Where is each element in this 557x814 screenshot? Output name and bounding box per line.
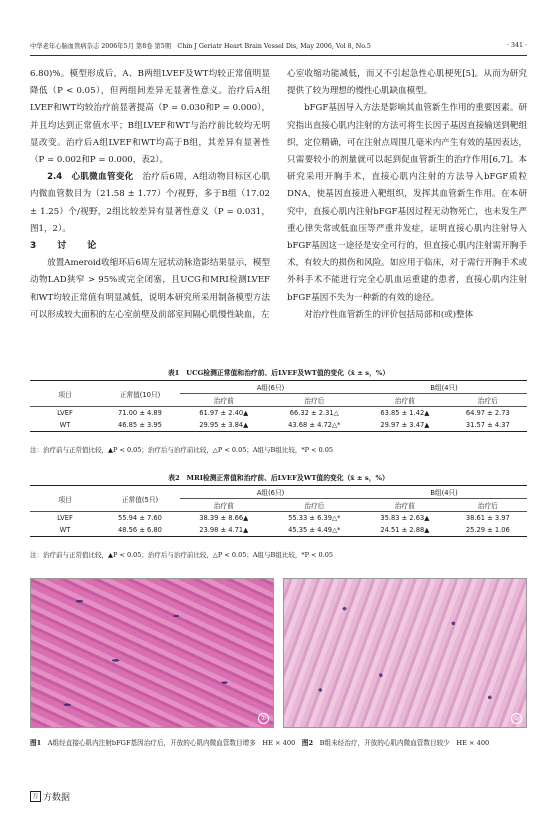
table2-header-a-pre: 治疗前 [213,502,234,510]
wanfang-logo [30,790,70,803]
table1-header-a-post: 治疗后 [304,397,325,405]
running-header [30,38,527,56]
section-2-4-heading: 2.4 心肌微血管变化 [47,172,134,183]
table1-cell: 43.68 ± 4.72△* [268,419,362,432]
fig1-caption: A组经直接心肌内注射bFGF基因治疗后，开放的心肌内微血管数目增多 HE × 400 [47,739,296,747]
table1-note: 注：治疗前与正常值比较，▲P < 0.05；治疗后与治疗前比较，△P < 0.05；A组与B组比较，*P < 0.05 [30,446,333,454]
left-column [30,66,270,324]
table2-header-b-pre: 治疗前 [394,502,415,510]
table-row [30,407,527,420]
table2-cell: 55.33 ± 6.39△* [268,512,362,525]
table1-header-group-b: B组(4只) [361,381,527,394]
page-number: · 341 · [506,41,527,49]
figure-1-mark: ① [258,713,269,724]
table2-header-group-b: B组(4只) [361,486,527,499]
table1-header-b-pre: 治疗前 [394,397,415,405]
table2-cell: 45.35 ± 4.49△* [268,524,362,537]
table2-cell: 38.39 ± 8.66▲ [180,512,268,525]
table2-cell: 24.51 ± 2.88▲ [361,524,449,537]
table-row [30,524,527,537]
journal-info: 中华老年心脑血管病杂志 2006年5月 第8卷 第5期 Chin J Geriatr Heart Brain Vessel Dis, May 2006, Vol 8, No.5 [30,42,371,50]
table2-header-item: 项目 [30,486,100,512]
results-paragraph: 6.80)%。模型形成后，A、B两组LVEF及WT均较正常值明显降低（P < 0.05），但两组间差异无显著性意义。治疗后A组LVEF和WT均较治疗前显著提高（P = 0.030和P = 0.000），并且均达到正常值水平；B组LVEF和WT与治疗前比较均无明显改变。治疗后A组LVEF和WT均高于B组，其差异有显著性（P = 0.002和P = 0.000，表2）。 [30,69,270,166]
table2-cell: 25.29 ± 1.06 [449,524,527,537]
table-row [30,419,527,432]
figure-panel [30,578,527,728]
table1-cell: 63.85 ± 1.42▲ [361,407,449,420]
figure-captions [30,738,527,749]
table1-header-normal: 正常值(10只) [100,381,180,407]
table2-cell: WT [30,524,100,537]
table1-cell: 66.32 ± 2.31△ [268,407,362,420]
table2-caption: 表2 MRI检测正常值和治疗前、后LVEF及WT值的变化（x̄ ± s，%） [168,474,389,482]
discussion-continued: 心室收缩功能减低，而又不引起急性心肌梗死[5]。从而为研究提供了较为理想的慢性心肌缺血模型。 [287,69,527,97]
wanfang-logo-box: 万 [30,791,41,802]
table2-cell: LVEF [30,512,100,525]
table2-cell: 38.61 ± 3.97 [449,512,527,525]
table1-caption: 表1 UCG检测正常值和治疗前、后LVEF及WT值的变化（x̄ ± s，%） [167,369,390,377]
fig1-label: 图1 [30,739,42,747]
fig2-caption: B组未经治疗，开放的心肌内微血管数目较少 HE × 400 [319,739,490,747]
figure-2-mark: ② [511,713,522,724]
table1-cell: LVEF [30,407,100,420]
table2-header-normal: 正常值(5只) [100,486,180,512]
histology-image-2 [283,578,527,728]
table2 [30,485,527,537]
table1-header-group-a: A组(6只) [180,381,361,394]
table2-header-b-post: 治疗后 [477,502,498,510]
table1-header-item: 项目 [30,381,100,407]
body-columns [30,66,527,324]
fig2-label: 图2 [301,739,314,747]
table1-cell: 64.97 ± 2.73 [449,407,527,420]
table1 [30,380,527,432]
table1-header-a-pre: 治疗前 [213,397,234,405]
table-row [30,512,527,525]
table2-cell: 48.56 ± 6.80 [100,524,180,537]
table2-note: 注：治疗前与正常值比较，▲P < 0.05；治疗后与治疗前比较，△P < 0.05；A组与B组比较，*P < 0.05 [30,551,333,559]
evaluation-paragraph: 对治疗性血管新生的评价包括局部和(或)整体 [304,309,474,320]
bfgf-paragraph: bFGF基因导入方法是影响其血管新生作用的重要因素。研究指出直接心肌内注射的方法可将生长因子基因直接输送到靶组织，定位精确，可在注射点周围几毫米内产生有效的基因表达，只需要较小的剂量就可以起到促血管新生的治疗作用[6,7]。本研究采用开胸手术，直接心肌内注射的方法导入bFGF质粒DNA，使基因直接进入靶组织，发挥其血管新生作用。在本研究中，直接心肌内注射bFGF基因过程无动物死亡，也未发生严重心律失常或低血压等严重并发症，证明直接心肌内注射导入bFGF基因这一途径是安全可行的，但直接心肌内注射需开胸手术，有较大的损伤和风险。如应用于临床，对于需行开胸手术或外科手术不能进行完全心肌血运重建的患者，直接心肌内注射bFGF基因不失为一种新的有效的途径。 [287,103,527,303]
table1-cell: 71.00 ± 4.89 [100,407,180,420]
table2-cell: 35.83 ± 2.63▲ [361,512,449,525]
table2-cell: 23.98 ± 4.71▲ [180,524,268,537]
discussion-paragraph: 放置Ameroid收缩环后6周左冠状动脉造影结果显示，模型动物LAD狭窄 > 95%或完全闭塞，且UCG和MRI检测LVEF和WT均较正常值有明显减低，说明本研究所采用制备模型方法可以形成较大面积的左心室前壁及前部室间隔心肌慢性缺血，左 [30,258,270,320]
table1-cell: 61.97 ± 2.40▲ [180,407,268,420]
table1-cell: 29.95 ± 3.84▲ [180,419,268,432]
section-2-4 [30,169,270,238]
table1-cell: 29.97 ± 3.47▲ [361,419,449,432]
discussion-heading: 3 讨 论 [30,241,103,252]
table1-cell: 31.57 ± 4.37 [449,419,527,432]
table2-cell: 55.94 ± 7.60 [100,512,180,525]
table1-cell: 46.85 ± 3.95 [100,419,180,432]
wanfang-logo-text: 方数据 [43,793,71,803]
table1-header-b-post: 治疗后 [477,397,498,405]
table2-header-a-post: 治疗后 [304,502,325,510]
table1-cell: WT [30,419,100,432]
histology-image-1 [30,578,274,728]
section-2-4-body: 治疗后6周，A组动物目标区心肌内微血管数目为（21.58 ± 1.77）个/视野，多于B组（17.02 ± 1.25）个/视野，2组比较差异有显著性意义（P = 0.031，图1，2）。 [30,172,270,234]
table2-header-group-a: A组(6只) [180,486,361,499]
right-column [287,66,527,324]
